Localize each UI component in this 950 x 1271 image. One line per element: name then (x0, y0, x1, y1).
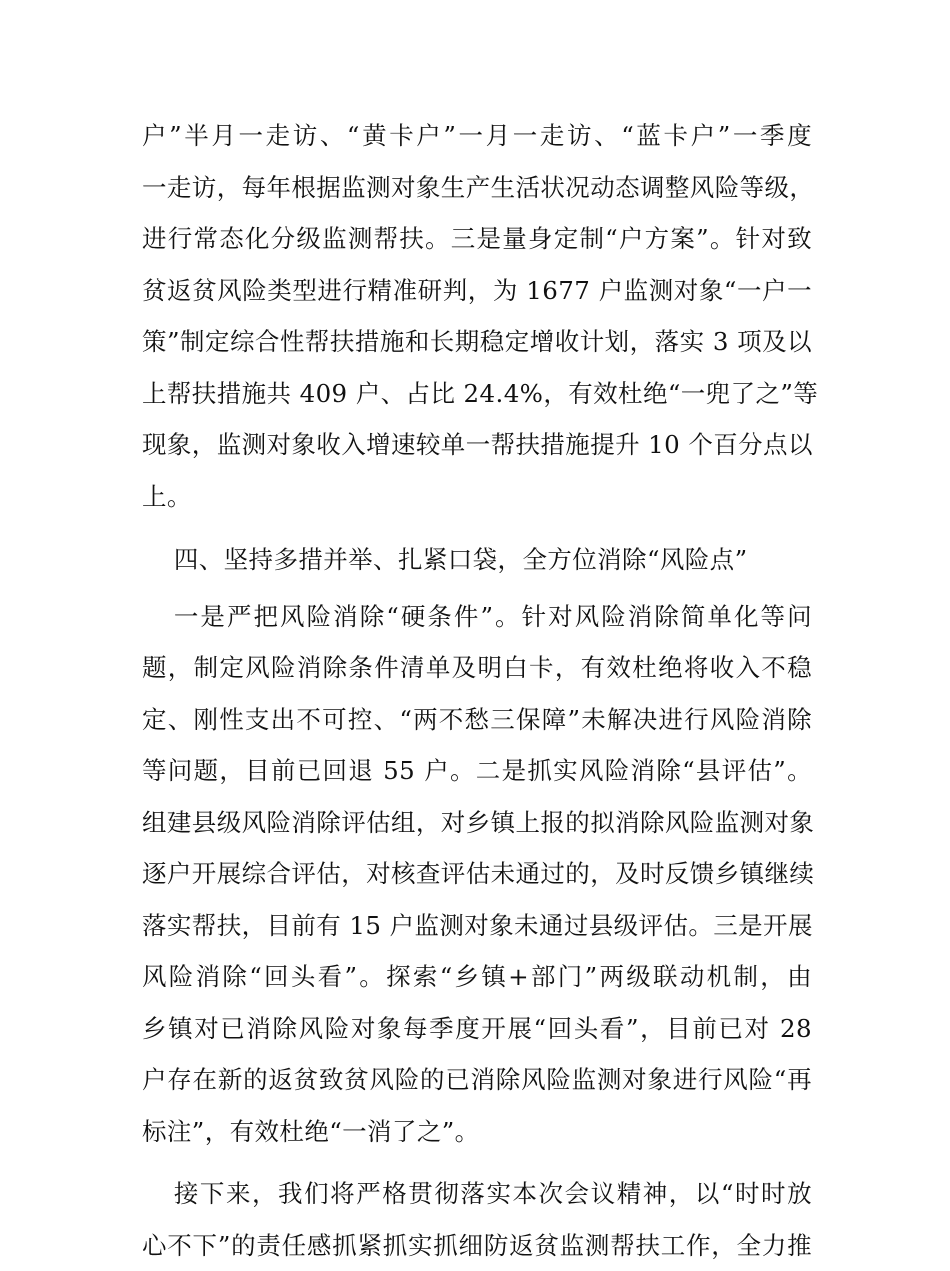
text-line: 定、刚性支出不可控、“两不愁三保障”未解决进行风险消除 (142, 694, 812, 746)
text-line: 上。 (142, 471, 812, 523)
text-line: 一是严把风险消除“硬条件”。针对风险消除简单化等问 (142, 591, 812, 643)
text-line: 题，制定风险消除条件清单及明白卡，有效杜绝将收入不稳 (142, 642, 812, 694)
text-line: 策”制定综合性帮扶措施和长期稳定增收计划，落实 3 项及以 (142, 316, 812, 368)
paragraph-risk-elimination (142, 591, 812, 1158)
text-line: 上帮扶措施共 409 户、占比 24.4%，有效杜绝“一兜了之”等 (142, 368, 812, 420)
text-line: 逐户开展综合评估，对核查评估未通过的，及时反馈乡镇继续 (142, 848, 812, 900)
text-line: 接下来，我们将严格贯彻落实本次会议精神，以“时时放 (142, 1168, 812, 1220)
paragraph-next-steps (142, 1168, 812, 1271)
text-line: 贫返贫风险类型进行精准研判，为 1677 户监测对象“一户一 (142, 265, 812, 317)
text-line: 一走访，每年根据监测对象生产生活状况动态调整风险等级， (142, 162, 812, 214)
text-line: 现象，监测对象收入增速较单一帮扶措施提升 10 个百分点以 (142, 419, 812, 471)
text-line: 户存在新的返贫致贫风险的已消除风险监测对象进行风险“再 (142, 1054, 812, 1106)
text-line: 进行常态化分级监测帮扶。三是量身定制“户方案”。针对致 (142, 213, 812, 265)
text-line: 等问题，目前已回退 55 户。二是抓实风险消除“县评估”。 (142, 745, 812, 797)
paragraph-continued (142, 110, 812, 522)
text-line: 风险消除“回头看”。探索“乡镇+部门”两级联动机制，由 (142, 951, 812, 1003)
text-line: 心不下”的责任感抓紧抓实抓细防返贫监测帮扶工作，全力推 (142, 1220, 812, 1271)
text-line: 组建县级风险消除评估组，对乡镇上报的拟消除风险监测对象 (142, 797, 812, 849)
text-line: 落实帮扶，目前有 15 户监测对象未通过县级评估。三是开展 (142, 900, 812, 952)
text-line: 标注”，有效杜绝“一消了之”。 (142, 1106, 812, 1158)
document-page (142, 110, 812, 1271)
text-line: 乡镇对已消除风险对象每季度开展“回头看”，目前已对 28 (142, 1003, 812, 1055)
heading-text: 四、坚持多措并举、扎紧口袋，全方位消除“风险点” (142, 534, 812, 586)
text-line: 户”半月一走访、“黄卡户”一月一走访、“蓝卡户”一季度 (142, 110, 812, 162)
section-heading (142, 534, 812, 586)
